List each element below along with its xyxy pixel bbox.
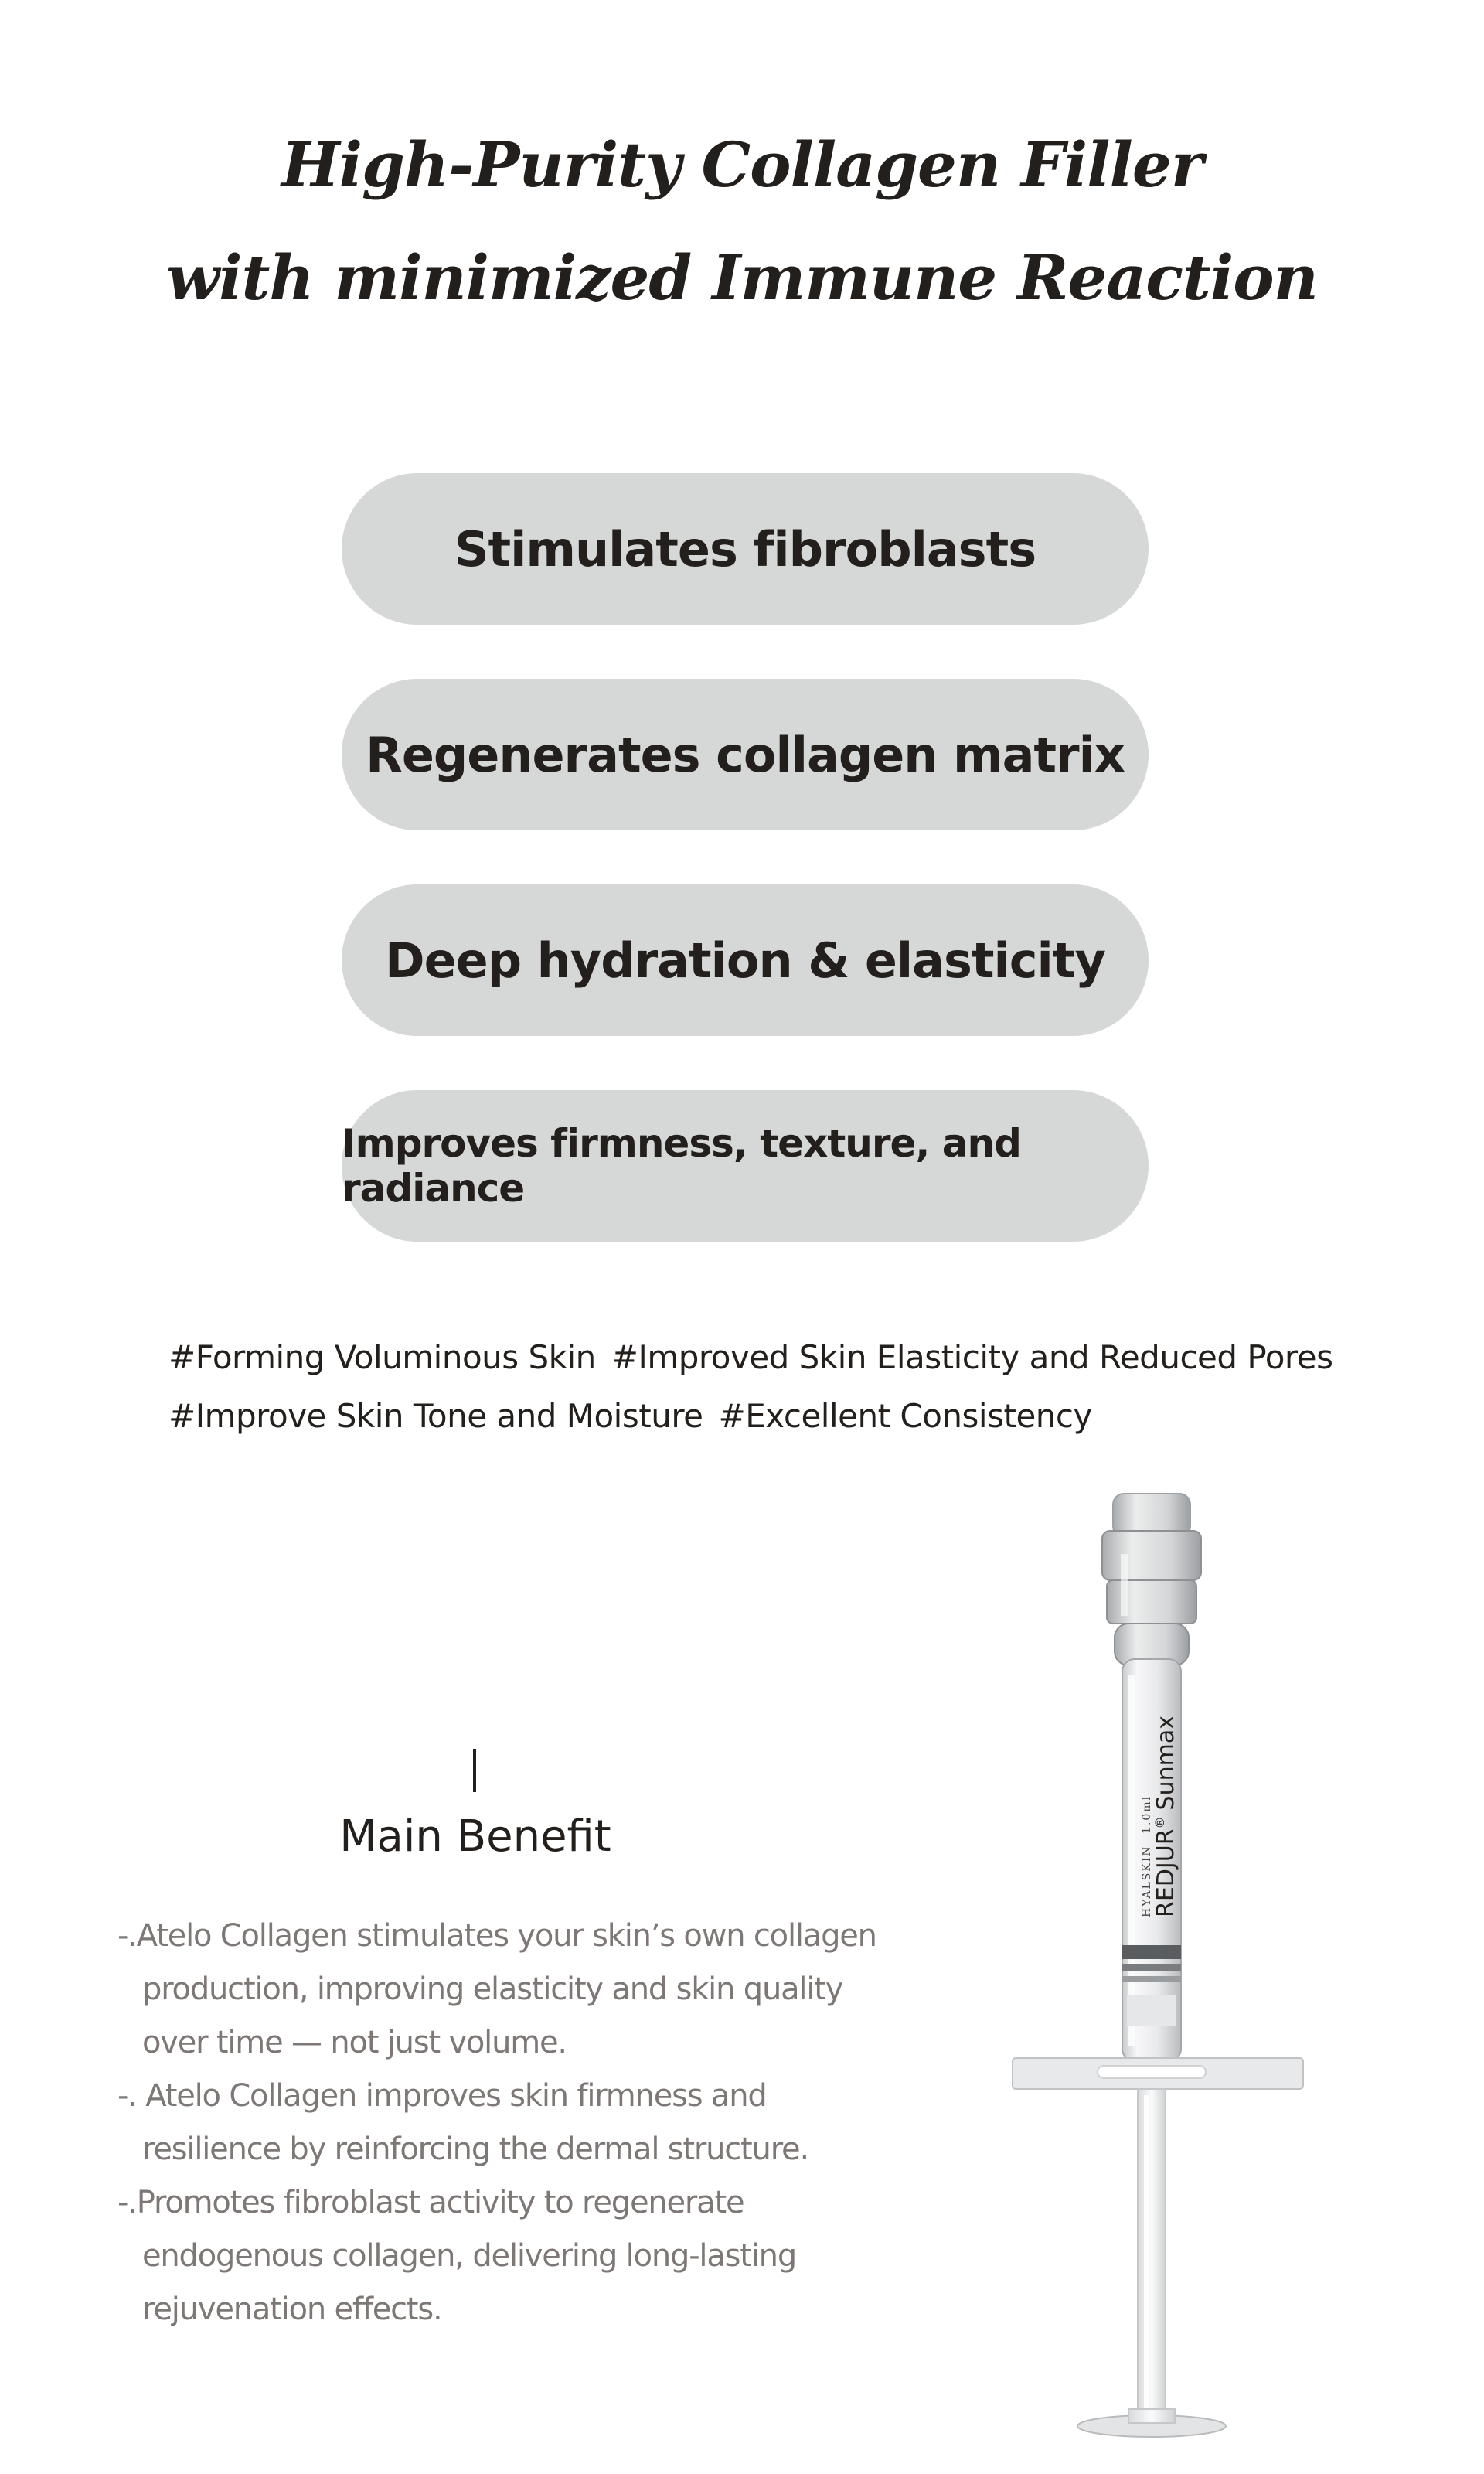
hashtag-row-2 bbox=[168, 1387, 1374, 1446]
hashtag: #Forming Voluminous Skin bbox=[168, 1338, 596, 1376]
hashtag: #Excellent Consistency bbox=[718, 1397, 1092, 1435]
syringe-cap bbox=[1102, 1494, 1201, 1665]
hashtag: #Improve Skin Tone and Moisture bbox=[168, 1397, 703, 1435]
label-product-name: REDJUR bbox=[1152, 1828, 1179, 1917]
feature-pill-stimulates-fibroblasts: Stimulates fibroblasts bbox=[342, 473, 1149, 625]
benefit-list bbox=[117, 1910, 890, 2336]
syringe-plunger bbox=[1077, 2089, 1226, 2437]
section-divider bbox=[473, 1749, 476, 1792]
benefit-item: -. Atelo Collagen improves skin firmness and resilience by reinforcing the dermal structure. bbox=[117, 2078, 808, 2167]
hashtag-list bbox=[168, 1328, 1374, 1446]
benefit-item: -.Promotes fibroblast activity to regenerate endogenous collagen, delivering long-lasting rejuvenation effects. bbox=[117, 2185, 797, 2327]
page-title-line-1: High-Purity Collagen Filler bbox=[281, 128, 1203, 201]
label-volume: 1.0ml bbox=[1141, 1794, 1153, 1834]
syringe-flange bbox=[1013, 2058, 1303, 2089]
feature-pill-deep-hydration: Deep hydration & elasticity bbox=[342, 884, 1149, 1036]
benefit-item: -.Atelo Collagen stimulates your skin’s own collagen production, improving elasticity and skin quality over time — not just volume. bbox=[117, 1918, 876, 2060]
feature-pill-regenerates-collagen: Regenerates collagen matrix bbox=[342, 679, 1149, 830]
page-title-line-2: with minimized Immune Reaction bbox=[166, 241, 1318, 314]
syringe-product-image bbox=[1005, 1484, 1345, 2459]
feature-pill-improves-firmness: Improves firmness, texture, and radiance bbox=[342, 1090, 1149, 1242]
label-variant: Sunmax bbox=[1152, 1716, 1179, 1811]
hashtag-row-1 bbox=[168, 1328, 1374, 1387]
main-benefit-heading: Main Benefit bbox=[339, 1811, 611, 1862]
label-registered-mark: ® bbox=[1152, 1816, 1167, 1829]
svg-text:HYALSKIN 1.0ml bbox=[1141, 1795, 1153, 1917]
hashtag: #Improved Skin Elasticity and Reduced Pores bbox=[611, 1338, 1333, 1376]
label-brand-small: HYALSKIN bbox=[1141, 1845, 1153, 1917]
